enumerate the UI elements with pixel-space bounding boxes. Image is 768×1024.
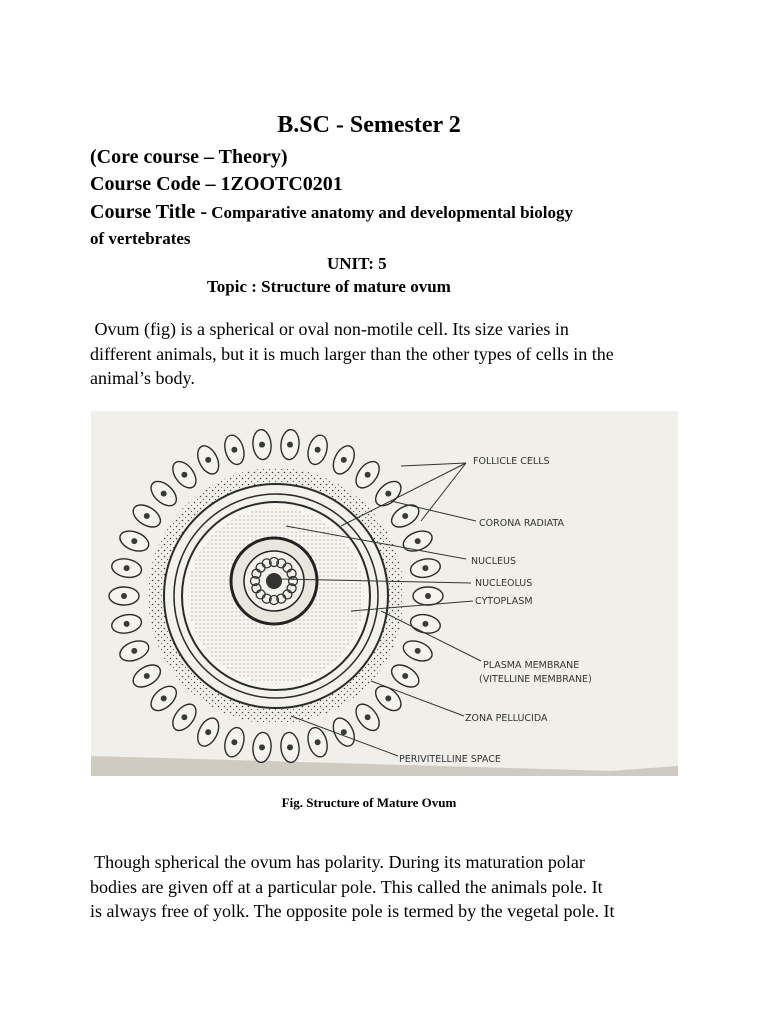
follicle-cell-nucleus xyxy=(231,447,237,453)
follicle-cell-nucleus xyxy=(144,673,150,679)
course-title-value: Comparative anatomy and developmental biology xyxy=(207,203,574,222)
follicle-cell-nucleus xyxy=(315,447,321,453)
follicle-cell-nucleus xyxy=(205,457,211,463)
figure-caption: Fig. Structure of Mature Ovum xyxy=(281,795,457,810)
follicle-cell-nucleus xyxy=(341,729,347,735)
follicle-cell-nucleus xyxy=(415,648,421,654)
follicle-cell-nucleus xyxy=(341,457,347,463)
unit-heading: UNIT: 5 xyxy=(327,254,387,273)
polarity-line: is always free of yolk. The opposite pole is termed by the vegetal pole. It xyxy=(90,901,615,921)
ovum-figure xyxy=(91,411,678,776)
follicle-cell-nucleus xyxy=(422,565,428,571)
follicle-cell-nucleus xyxy=(259,442,265,448)
polarity-paragraph xyxy=(90,850,690,924)
follicle-cell-nucleus xyxy=(365,472,371,478)
course-title-continuation: of vertebrates xyxy=(90,229,191,248)
follicle-cell-nucleus xyxy=(144,513,150,519)
polarity-line: bodies are given off at a particular pole. This called the animals pole. It xyxy=(90,876,603,897)
intro-paragraph xyxy=(90,317,690,391)
intro-line: animal’s body. xyxy=(90,368,195,388)
label-zona-pellucida: ZONA PELLUCIDA xyxy=(465,713,548,724)
label-plasma-membrane: PLASMA MEMBRANE xyxy=(483,660,580,671)
follicle-cell-nucleus xyxy=(315,739,321,745)
ovum-diagram xyxy=(91,411,678,776)
follicle-cell-nucleus xyxy=(259,744,265,750)
label-cytoplasm: CYTOPLASM xyxy=(475,596,533,607)
follicle-cell-nucleus xyxy=(161,491,167,497)
follicle-cell-nucleus xyxy=(205,729,211,735)
follicle-cell-nucleus xyxy=(131,538,137,544)
follicle-cell-nucleus xyxy=(124,621,130,627)
follicle-cell-nucleus xyxy=(287,442,293,448)
follicle-cell-nucleus xyxy=(385,491,391,497)
label-vitelline-membrane: (VITELLINE MEMBRANE) xyxy=(479,674,592,685)
label-perivitelline-space: PERIVITELLINE SPACE xyxy=(399,754,501,765)
follicle-cell-nucleus xyxy=(402,673,408,679)
follicle-cell-nucleus xyxy=(231,739,237,745)
course-title-label: Course Title - xyxy=(90,201,208,223)
document-title: B.SC - Semester 2 xyxy=(277,112,461,138)
course-code-line: Course Code – 1ZOOTC0201 xyxy=(90,173,343,195)
topic-heading: Topic : Structure of mature ovum xyxy=(207,277,451,296)
follicle-cell-nucleus xyxy=(161,695,167,701)
follicle-cell-nucleus xyxy=(365,714,371,720)
course-title-line xyxy=(90,201,573,224)
core-course-line: (Core course – Theory) xyxy=(90,146,288,168)
follicle-cell-nucleus xyxy=(181,714,187,720)
label-follicle-cells: FOLLICLE CELLS xyxy=(473,456,550,467)
follicle-cell-nucleus xyxy=(131,648,137,654)
follicle-cell-nucleus xyxy=(287,744,293,750)
intro-line: different animals, but it is much larger than the other types of cells in the xyxy=(90,343,614,364)
follicle-cell-nucleus xyxy=(425,593,431,599)
nucleolus xyxy=(266,573,282,589)
intro-line: Ovum (fig) is a spherical or oval non-motile cell. Its size varies in xyxy=(90,319,569,339)
label-corona-radiata: CORONA RADIATA xyxy=(479,518,564,529)
follicle-cell-nucleus xyxy=(121,593,127,599)
polarity-line: Though spherical the ovum has polarity. During its maturation polar xyxy=(90,852,585,872)
follicle-cell-nucleus xyxy=(422,621,428,627)
follicle-cell-nucleus xyxy=(385,695,391,701)
label-nucleolus: NUCLEOLUS xyxy=(475,578,533,589)
follicle-cell-nucleus xyxy=(415,538,421,544)
follicle-cell-nucleus xyxy=(181,472,187,478)
follicle-cell-nucleus xyxy=(124,565,130,571)
label-nucleus: NUCLEUS xyxy=(471,556,516,567)
follicle-cell-nucleus xyxy=(402,513,408,519)
